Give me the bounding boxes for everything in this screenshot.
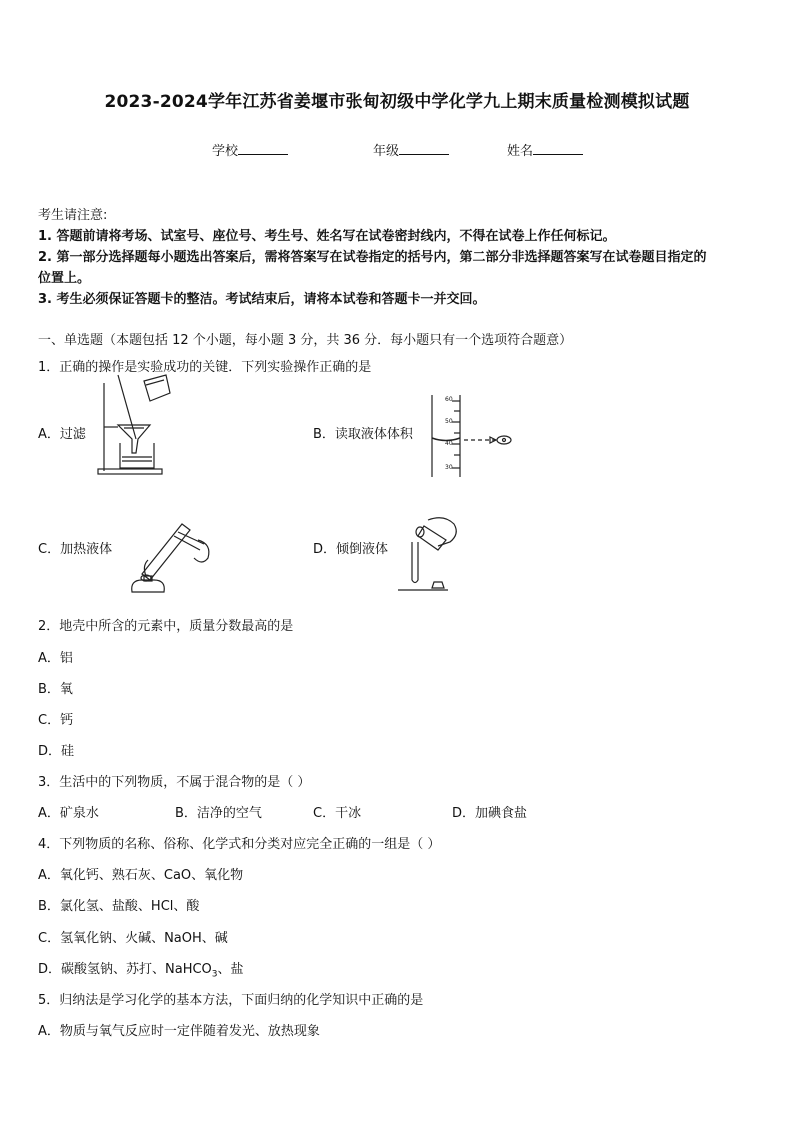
q4-option-b: B．氯化氢、盐酸、HCl、酸 (38, 899, 200, 914)
q1-option-c: C．加热液体 (38, 542, 113, 557)
q2-option-d: D．硅 (38, 744, 75, 759)
q4-option-a: A．氧化钙、熟石灰、CaO、氧化物 (38, 868, 244, 883)
school-blank (238, 142, 288, 155)
question-1-stem: 1．正确的操作是实验成功的关键．下列实验操作正确的是 (38, 360, 372, 375)
q5-option-a: A．物质与氧气反应时一定伴随着发光、放热现象 (38, 1024, 320, 1039)
cylinder-tick-40: 40 (445, 440, 453, 447)
q1-option-a: A．过滤 (38, 427, 86, 442)
notice-heading: 考生请注意: (38, 208, 108, 223)
q4-option-d-subscript: 3 (211, 969, 218, 980)
q4-option-d (38, 958, 244, 980)
q4-option-c: C．氢氧化钠、火碱、NaOH、碱 (38, 931, 228, 946)
section-heading: 一、单选题（本题包括 12 个小题，每小题 3 分，共 36 分．每小题只有一个选项符合题意） (38, 333, 573, 348)
question-3-stem: 3．生活中的下列物质，不属于混合物的是（ ） (38, 775, 311, 790)
name-field (507, 140, 583, 159)
q2-option-b: B．氧 (38, 682, 73, 697)
school-field (212, 140, 288, 159)
q3-option-d: D．加碘食盐 (452, 806, 528, 821)
filtration-apparatus-figure (94, 373, 174, 478)
notice-item-3: 3. 考生必须保证答题卡的整洁。考试结束后，请将本试卷和答题卡一并交回。 (38, 292, 486, 307)
school-label: 学校 (212, 144, 239, 159)
notice-item-2: 2. 第一部分选择题每小题选出答案后，需将答案写在试卷指定的括号内，第二部分非选择题答案写在试卷题目指定的 (38, 250, 707, 265)
notice-item-1: 1. 答题前请将考场、试室号、座位号、考生号、姓名写在试卷密封线内，不得在试卷上作任何标记。 (38, 229, 616, 244)
grade-blank (399, 142, 449, 155)
q2-option-a: A．铝 (38, 651, 73, 666)
pouring-liquid-figure (398, 512, 468, 592)
name-label: 姓名 (507, 144, 534, 159)
question-4-stem: 4．下列物质的名称、俗称、化学式和分类对应完全正确的一组是（ ） (38, 837, 441, 852)
cylinder-tick-50: 50 (445, 418, 453, 425)
q2-option-c: C．钙 (38, 713, 74, 728)
q3-option-a: A．矿泉水 (38, 806, 99, 821)
q4-option-d-suffix: 、盐 (217, 962, 244, 977)
q1-option-d: D．倾倒液体 (313, 542, 389, 557)
notice-item-2-cont: 位置上。 (38, 271, 91, 286)
q3-option-c: C．干冰 (313, 806, 362, 821)
cylinder-tick-60: 60 (445, 396, 453, 403)
question-5-stem: 5．归纳法是学习化学的基本方法，下面归纳的化学知识中正确的是 (38, 993, 424, 1008)
q1-option-b: B．读取液体体积 (313, 427, 413, 442)
q3-option-b: B．洁净的空气 (175, 806, 262, 821)
q4-option-d-text: D．碳酸氢钠、苏打、NaHCO (38, 962, 212, 977)
grade-label: 年级 (373, 144, 400, 159)
graduated-cylinder-figure (412, 393, 517, 479)
page-title: 2023-2024学年江苏省姜堰市张甸初级中学化学九上期末质量检测模拟试题 (104, 92, 690, 112)
cylinder-tick-30: 30 (445, 464, 453, 471)
heating-liquid-figure (120, 514, 215, 594)
name-blank (533, 142, 583, 155)
question-2-stem: 2．地壳中所含的元素中，质量分数最高的是 (38, 619, 294, 634)
grade-field (373, 140, 449, 159)
